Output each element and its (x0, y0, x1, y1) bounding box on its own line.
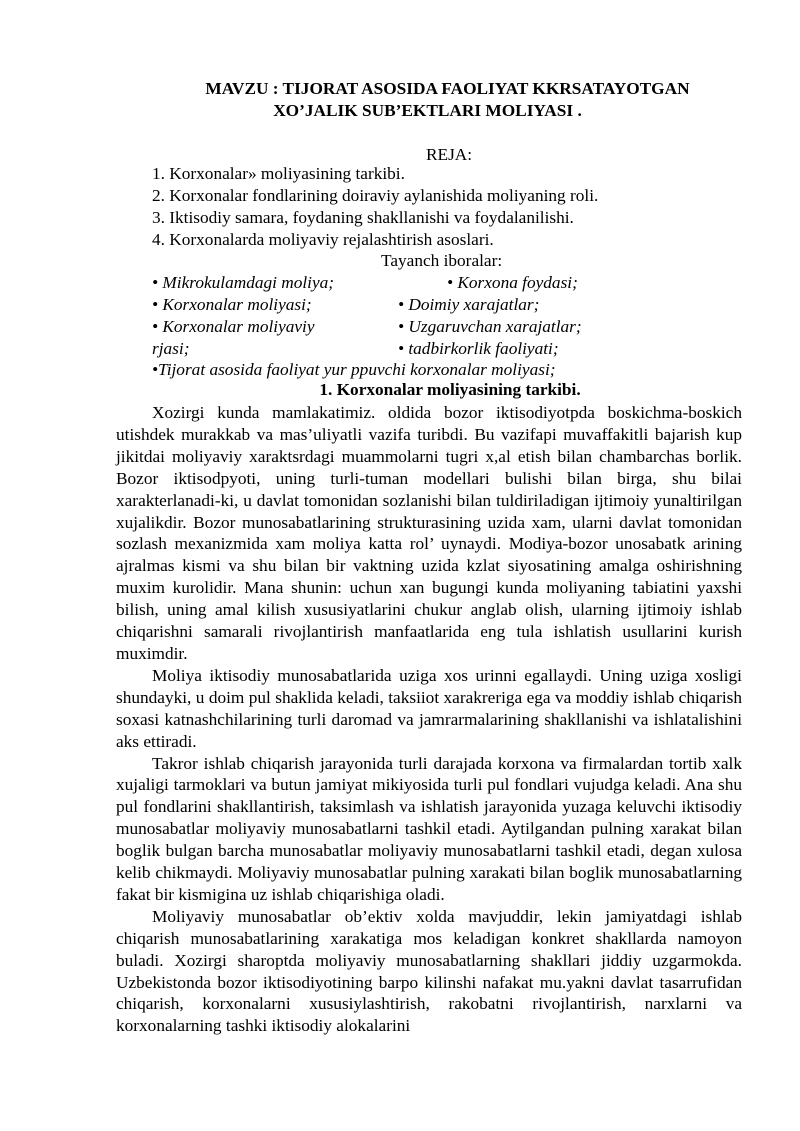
keyword-item: •Tijorat asosida faoliyat yur ppuvchi korxonalar moliyasi; (152, 360, 556, 379)
keyword-item: • Uzgaruvchan xarajatlar; (398, 317, 582, 336)
plan-list (152, 163, 598, 251)
keyword-item: • Korxona foydasi; (447, 273, 578, 292)
keyword-item: • Mikrokulamdagi moliya; (152, 273, 335, 292)
paragraph: Xozirgi kunda mamlakatimiz. oldida bozor iktisodiyotpda boskichma-boskich utishdek murakkab va mas’uliyatli vazifa turibdi. Bu vazifapi muvaffakitli bajarish kup jikitdai moliyaviy xaraktsrdagi muammolarni tugri x,al etish bilan chambarchas borlik. Bozor iktisodpyoti, uning turli-tuman modellari bulishi bilan birga, shu bilai xarakterlanadi-ki, u davlat tomonidan sozlanishi bilan tuldiriladigan ijtimoiy yunaltirilgan xujalikdir. Bozor munosabatlarining strukturasining uzida xam, ularni davlat tomonidan sozlash mexanizmida xam moliya katta rol’ uynaydi. Modiya-bozor unosabatk arining ajralmas kismi va shu bilan bir vaktning uzida kzlat siyosatining amalga oshirishning muxim kurolidir. Mana shunin: uchun xan bugungi kunda moliyaning tabiatini yaxshi bilish, uning amal kilish xususiyatlarini chukur anglab olish, ularning ijtimoiy ishlab chiqarishni samarali rivojlantirish manfaatlarida eng tula ishlatish usullarini kurish muximdir. (116, 403, 742, 663)
plan-item: 4. Korxonalarda moliyaviy rejalashtirish asoslari. (152, 230, 494, 249)
keyword-item: • Doimiy xarajatlar; (398, 295, 540, 314)
document-title (0, 78, 800, 122)
section-heading: 1. Korxonalar moliyasining tarkibi. (319, 380, 581, 399)
plan-item: 2. Korxonalar fondlarining doiraviy aylanishida moliyaning roli. (152, 186, 599, 205)
body-text (116, 402, 742, 1037)
plan-item: 3. Iktisodiy samara, foydaning shakllanishi va foydalanilishi. (152, 208, 574, 227)
paragraph: Moliya iktisodiy munosabatlarida uziga xos urinni egallaydi. Uning uziga xosligi shundayki, u doim pul shaklida keladi, taksiiot xarakreriga ega va moddiy ishlab chiqarish soxasi katnashchilarining turli daromad va jamrarmalarining shakllanishi va ishlatalishini aks ettiradi. (116, 665, 742, 751)
paragraph: Moliyaviy munosabatlar ob’ektiv xolda mavjuddir, lekin jamiyatdagi ishlab chiqarish munosabatlarining xarakatiga mos keladigan konkret shakllarda namoyon buladi. Xozirgi sharoptda moliyaviy munosabatlarning shakllari jiddiy uzgarmokda. Uzbekistonda bozor iktisodiyotining barpo kilinshi nafakat mu.yakni davlat tasarrufidan chiqarish, korxonalarni xususiylashtirish, rakobatni rivojlantirish, narxlarni va korxonalarning tashki iktisodiy alokalarini (116, 906, 742, 1036)
title-line-2: XO’JALIK SUB’EKTLARI MOLIYASI . (273, 101, 582, 120)
paragraph: Takror ishlab chiqarish jarayonida turli darajada korxona va firmalardan tortib xalk xujaligi tarmoklari va butun jamiyat mikiyosida turli pul fondlari vujudga keladi. Ana shu pul fondlarini shakllantirish, taksimlash va ishlatish jarayonida yuzaga keluvchi iktisodiy munosabatlar moliyaviy munosabatlarni tashkil etadi. Aytilgandan pulning xarakat bilan boglik bulgan barcha munosabatlar moliyaviy munosabatlarni tashkil etadi, degan xulosa kelib chikmaydi. Moliyaviy munosabatlar pulning xarakati bilan boglik munosabatlarning fakat bir kismigina uz ishlab chiqarishiga oladi. (116, 753, 742, 904)
keyword-item: rjasi; (152, 339, 190, 358)
keyword-item: • Korxonalar moliyaviy (152, 317, 315, 336)
keywords-heading: Tayanch iboralar: (381, 251, 503, 270)
keyword-item: • tadbirkorlik faoliyati; (398, 339, 559, 358)
keyword-item: • Korxonalar moliyasi; (152, 295, 312, 314)
plan-item: 1. Korxonalar» moliyasining tarkibi. (152, 164, 405, 183)
reja-heading: REJA: (426, 145, 473, 164)
title-line-1: MAVZU : TIJORAT ASOSIDA FAOLIYAT KKRSATAYOTGAN (205, 79, 690, 98)
